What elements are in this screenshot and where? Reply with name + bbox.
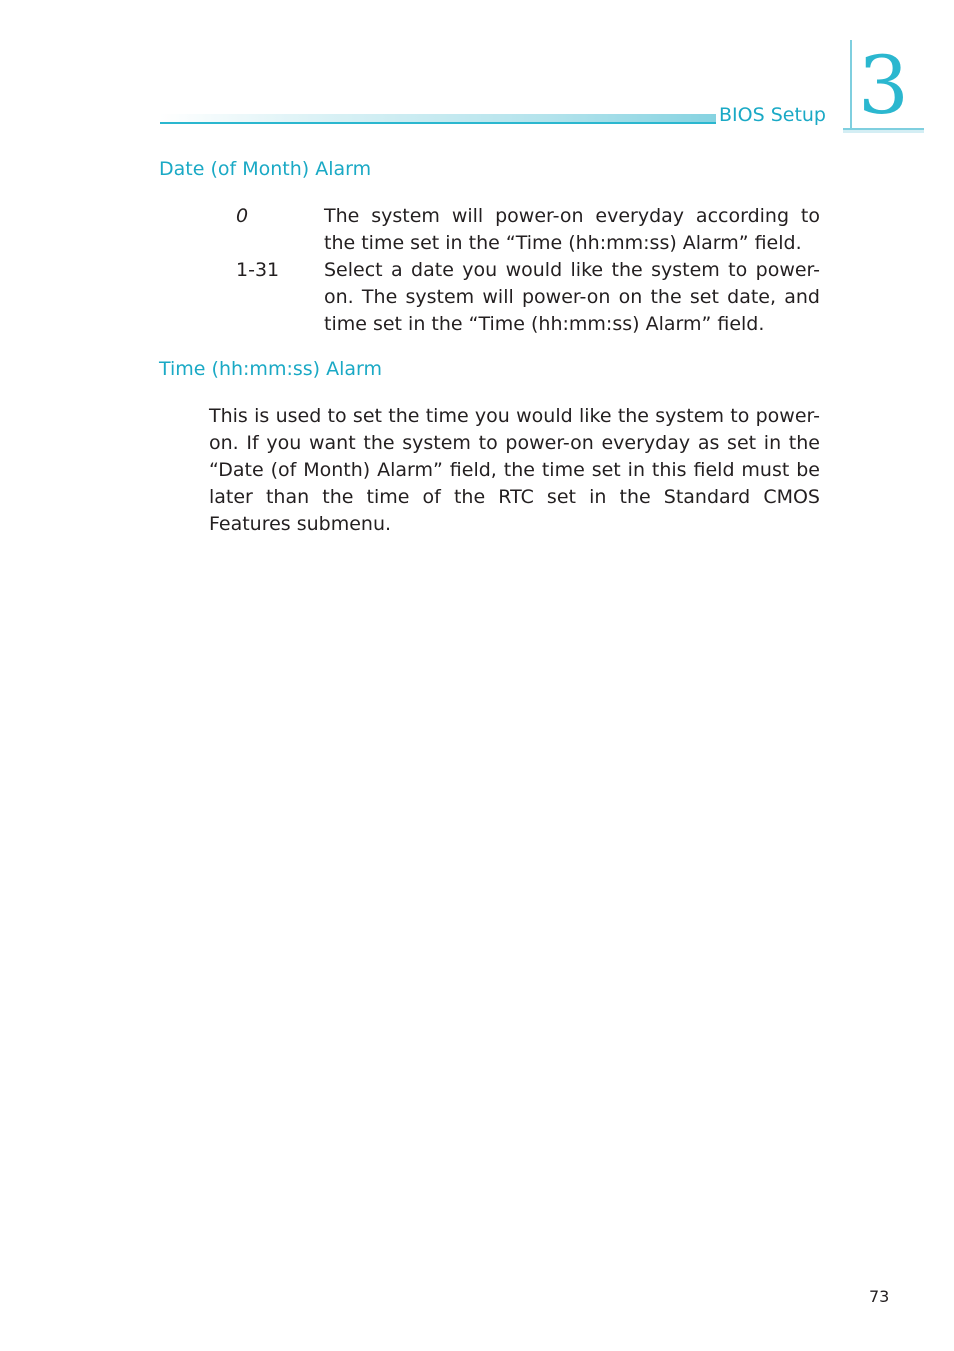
chapter-tab-vertical-rule [850, 40, 852, 130]
definition-term: 0 [236, 205, 249, 227]
chapter-number: 3 [858, 39, 909, 132]
definition-description: The system will power-on everyday according to the time set in the “Time (hh:mm:ss) Alarm” field. [324, 205, 820, 254]
definition-term: 1-31 [236, 259, 280, 281]
time-alarm-paragraph: This is used to set the time you would like the system to power-on. If you want the system to power-on everyday as set in the “Date (of Month) Alarm” field, the time set in this field must be later than the time of the RTC set in the Standard CMOS Features submenu. [209, 405, 820, 535]
section-heading-time-alarm: Time (hh:mm:ss) Alarm [159, 358, 383, 380]
header-rule [160, 122, 716, 124]
page-number: 73 [869, 1287, 890, 1306]
header-title: BIOS Setup [719, 104, 826, 126]
section-heading-date-alarm: Date (of Month) Alarm [159, 158, 372, 180]
definition-description: Select a date you would like the system to power-on. The system will power-on on the set date, and time set in the “Time (hh:mm:ss) Alarm” field. [324, 259, 820, 335]
